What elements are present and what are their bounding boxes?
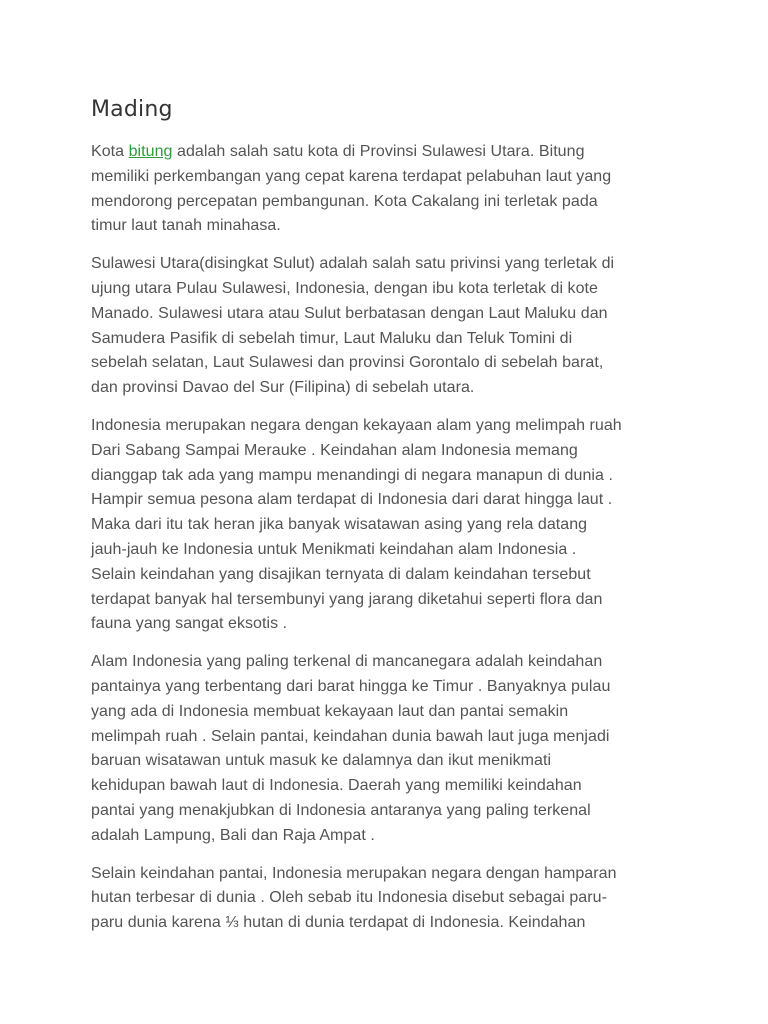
paragraph-line: adalah Lampung, Bali dan Raja Ampat . <box>91 826 375 844</box>
line-prefix: Kota <box>91 143 129 160</box>
paragraph-sulawesi-utara <box>91 252 691 401</box>
document-title: Mading <box>91 97 173 122</box>
bitung-link[interactable]: bitung <box>128 143 173 160</box>
paragraph-line: Hampir semua pesona alam terdapat di Indonesia dari darat hingga laut . <box>91 491 613 509</box>
paragraph-line: paru dunia karena ⅓ hutan di dunia terdapat di Indonesia. Keindahan <box>91 914 586 932</box>
paragraph-line: mendorong percepatan pembangunan. Kota Cakalang ini terletak pada <box>91 192 598 210</box>
paragraph-line: Samudera Pasifik di sebelah timur, Laut Maluku dan Teluk Tomini di <box>91 329 573 347</box>
paragraph-line: Selain keindahan yang disajikan ternyata di dalam keindahan tersebut <box>91 565 591 583</box>
paragraph-line: dan provinsi Davao del Sur (Filipina) di sebelah utara. <box>91 379 475 397</box>
paragraph-line: memiliki perkembangan yang cepat karena terdapat pelabuhan laut yang <box>91 167 612 185</box>
paragraph-line: Dari Sabang Sampai Merauke . Keindahan alam Indonesia memang <box>91 441 578 459</box>
paragraph-line <box>91 140 691 165</box>
paragraph-line: melimpah ruah . Selain pantai, keindahan dunia bawah laut juga menjadi <box>91 727 610 745</box>
document-page <box>91 96 691 949</box>
paragraph-line: Manado. Sulawesi utara atau Sulut berbatasan dengan Laut Maluku dan <box>91 304 608 322</box>
paragraph-kekayaan-alam <box>91 414 691 637</box>
paragraph-line: Maka dari itu tak heran jika banyak wisatawan asing yang rela datang <box>91 516 588 534</box>
paragraph-line: Alam Indonesia yang paling terkenal di mancanegara adalah keindahan <box>91 653 603 671</box>
paragraph-line: hutan terbesar di dunia . Oleh sebab itu Indonesia disebut sebagai paru- <box>91 889 607 907</box>
paragraph-bitung <box>91 140 691 239</box>
paragraph-line: yang ada di Indonesia membuat kekayaan laut dan pantai semakin <box>91 702 569 720</box>
paragraph-line: sebelah selatan, Laut Sulawesi dan provinsi Gorontalo di sebelah barat, <box>91 354 604 372</box>
paragraph-pantai <box>91 650 691 848</box>
paragraph-line: baruan wisatawan untuk masuk ke dalamnya dan ikut menikmati <box>91 752 552 770</box>
line-rest: adalah salah satu kota di Provinsi Sulawesi Utara. Bitung <box>172 143 585 160</box>
paragraph-line: kehidupan bawah laut di Indonesia. Daerah yang memiliki keindahan <box>91 777 582 795</box>
paragraph-line: Selain keindahan pantai, Indonesia merupakan negara dengan hamparan <box>91 864 617 882</box>
paragraph-line: Sulawesi Utara(disingkat Sulut) adalah salah satu privinsi yang terletak di <box>91 255 615 273</box>
paragraph-hutan <box>91 862 691 936</box>
paragraph-line: pantainya yang terbentang dari barat hingga ke Timur . Banyaknya pulau <box>91 677 611 695</box>
paragraph-line: dianggap tak ada yang mampu menandingi di negara manapun di dunia . <box>91 466 613 484</box>
paragraph-line: terdapat banyak hal tersembunyi yang jarang diketahui seperti flora dan <box>91 590 603 608</box>
paragraph-line: jauh-jauh ke Indonesia untuk Menikmati keindahan alam Indonesia . <box>91 540 577 558</box>
paragraph-line: fauna yang sangat eksotis . <box>91 615 288 633</box>
paragraph-line: Indonesia merupakan negara dengan kekayaan alam yang melimpah ruah <box>91 416 622 434</box>
paragraph-line: pantai yang menakjubkan di Indonesia antaranya yang paling terkenal <box>91 801 591 819</box>
paragraph-line: timur laut tanah minahasa. <box>91 217 281 235</box>
paragraph-line: ujung utara Pulau Sulawesi, Indonesia, dengan ibu kota terletak di kote <box>91 279 599 297</box>
